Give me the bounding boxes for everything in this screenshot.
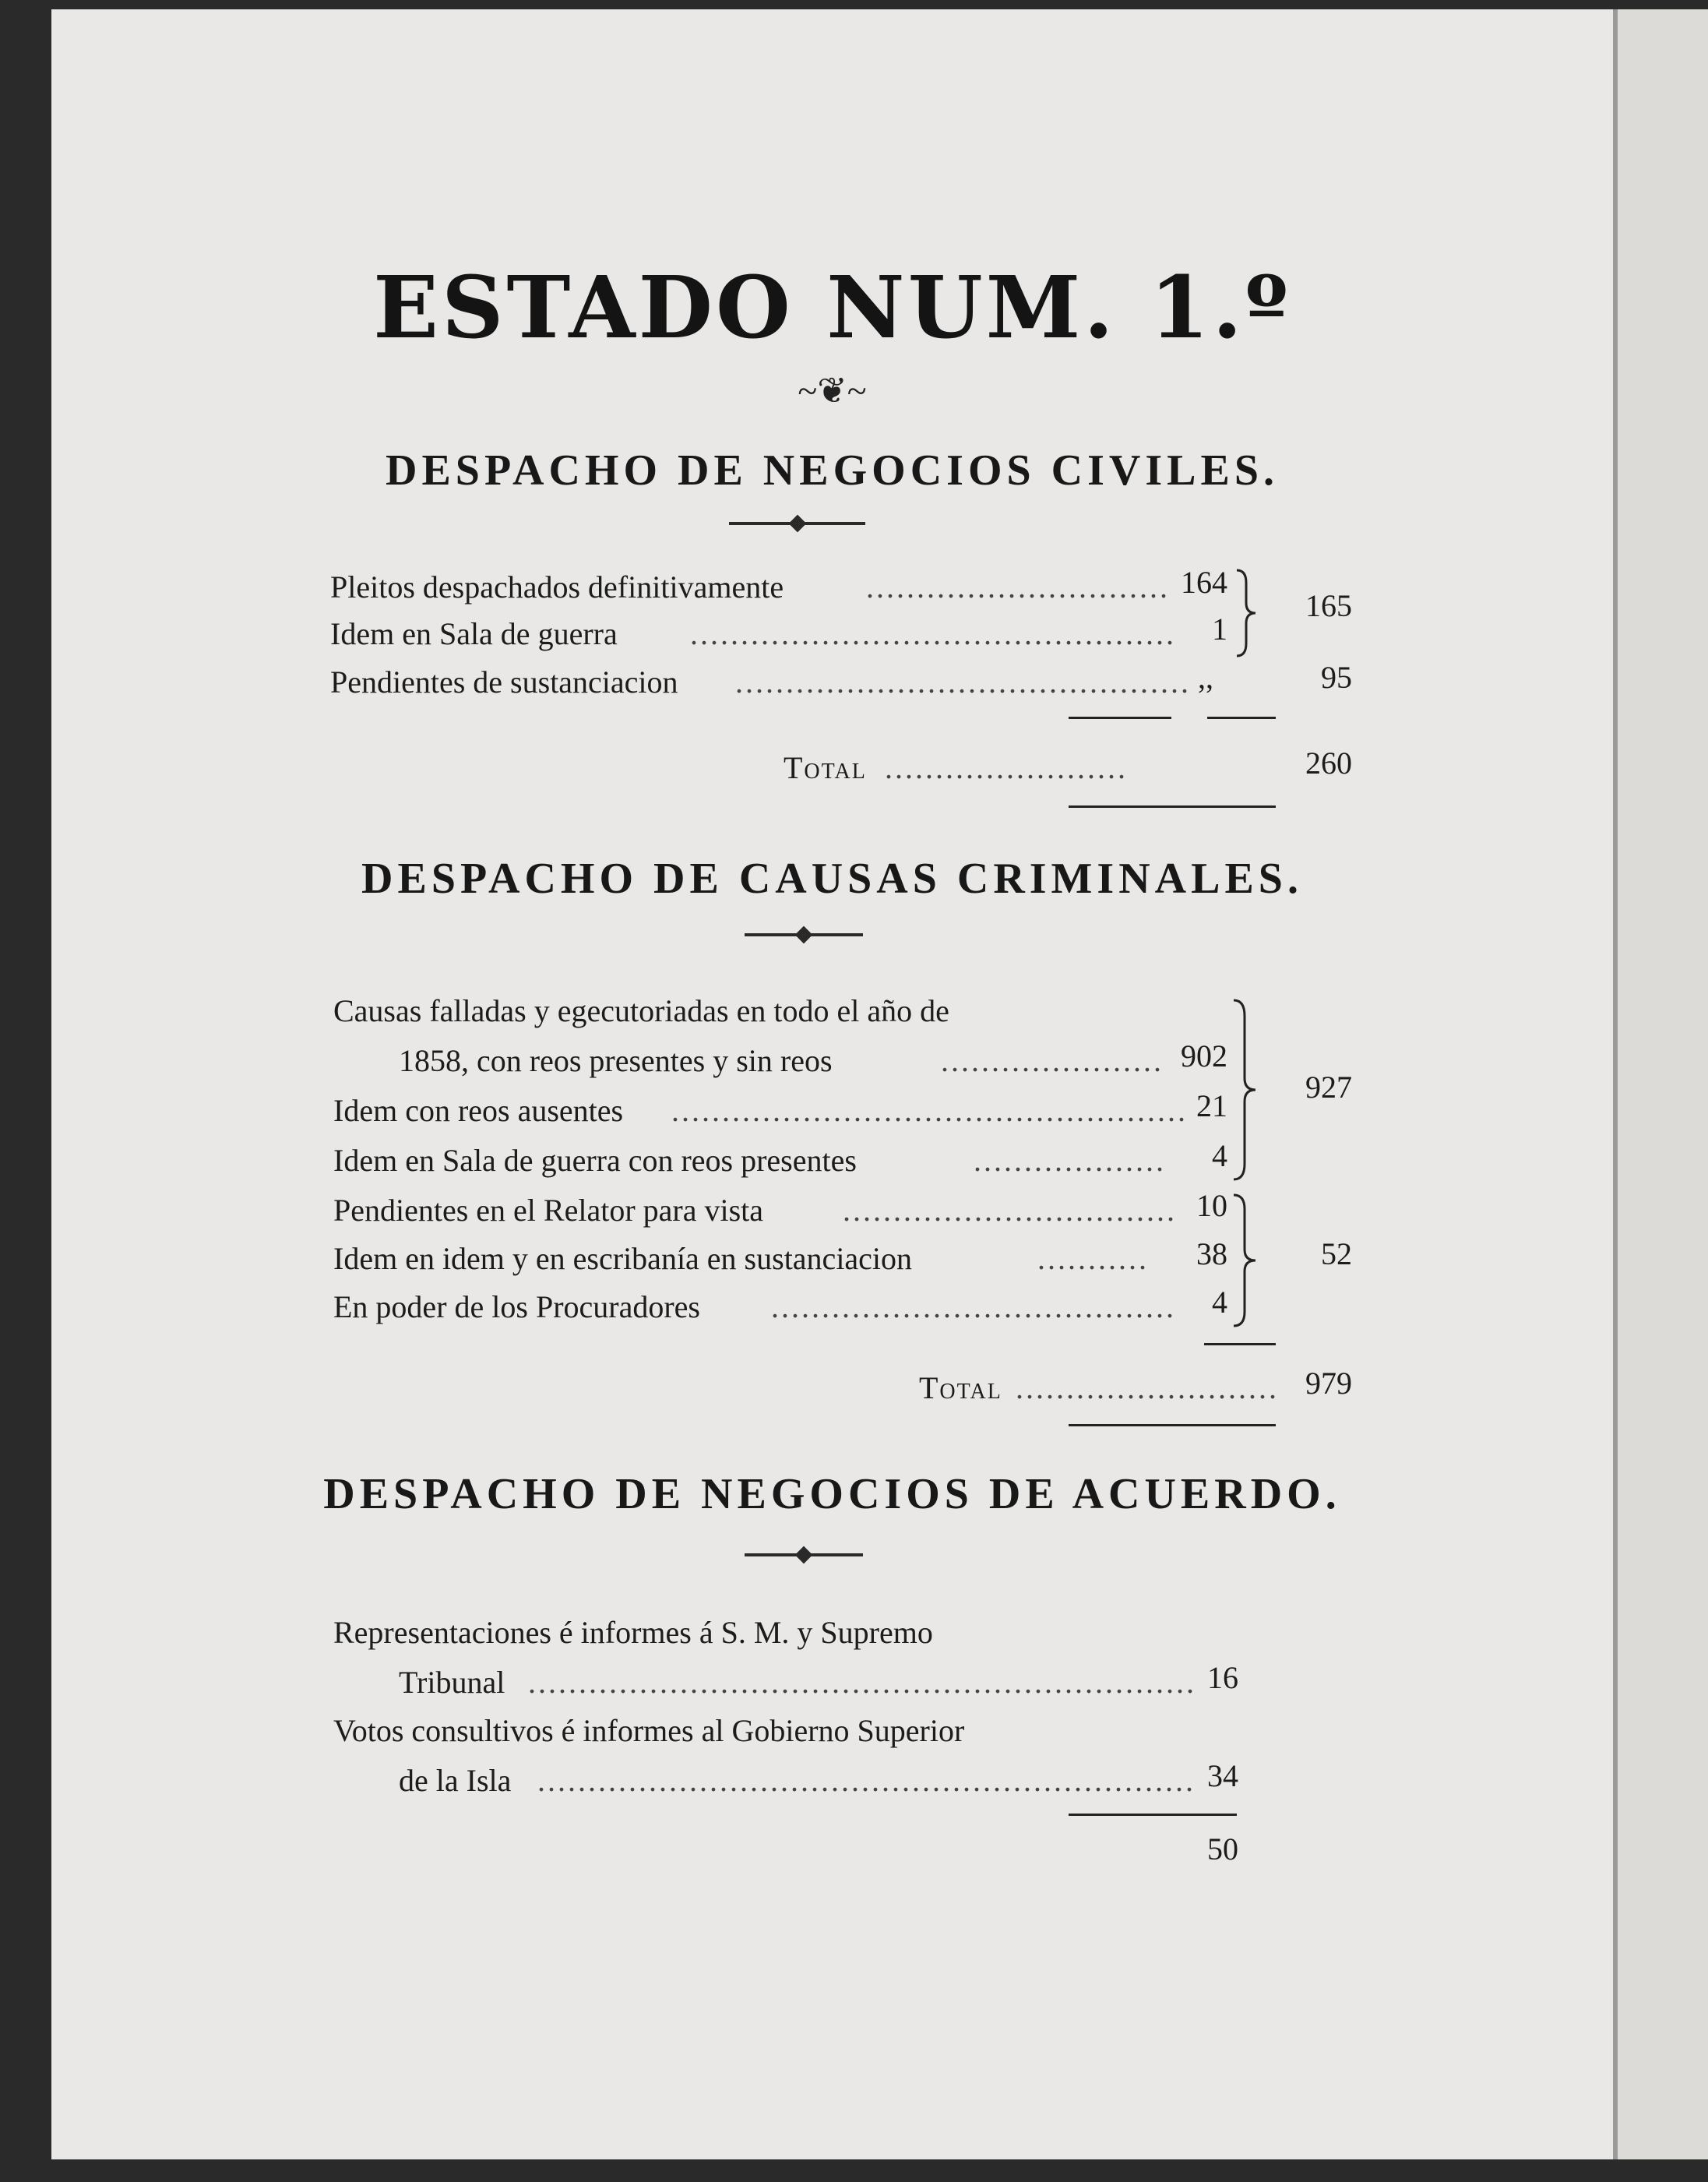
leader-dots: ............................................. [735, 664, 1191, 700]
row-label: Pleitos despachados definitivamente [330, 569, 784, 605]
row-label: Votos consultivos é informes al Gobierno Superior [333, 1713, 965, 1748]
sum-rule [1069, 717, 1171, 719]
row-label: Pendientes en el Relator para vista [333, 1193, 764, 1228]
civiles-pending-total: 95 [1321, 660, 1352, 695]
row-label: Idem con reos ausentes [333, 1093, 624, 1128]
row-label: 1858, con reos presentes y sin reos [399, 1043, 833, 1078]
total-label: Total [919, 1370, 1002, 1405]
sum-rule [1204, 1343, 1276, 1345]
title-flourish: ~❦~ [798, 371, 867, 411]
civiles-brace [1232, 567, 1260, 659]
sum-rule [1069, 1814, 1237, 1816]
acuerdo-total-value: 50 [1207, 1831, 1238, 1867]
criminales-brace-1 [1229, 997, 1260, 1183]
row-value: 4 [1212, 1138, 1227, 1173]
criminales-group2-total: 52 [1321, 1236, 1352, 1271]
total-rule [1069, 805, 1276, 808]
row-value: ,, [1198, 660, 1213, 695]
leader-dots: .................................................................. [528, 1665, 1196, 1700]
civiles-group-total: 165 [1305, 588, 1352, 623]
row-value: 164 [1181, 565, 1227, 600]
row-value: 902 [1181, 1038, 1227, 1073]
row-value: 10 [1196, 1188, 1227, 1223]
leader-dots: ........................ [885, 750, 1128, 785]
page-title: ESTADO NUM. 1.º [373, 257, 1291, 358]
acuerdo-ornament [745, 1553, 863, 1556]
leader-dots: .......................... [1016, 1370, 1279, 1405]
scan-border [0, 2159, 1708, 2182]
row-label: Tribunal [399, 1665, 505, 1700]
criminales-total-value: 979 [1305, 1366, 1352, 1401]
row-value: 1 [1212, 612, 1227, 647]
row-label: Idem en Sala de guerra con reos presentes [333, 1143, 857, 1178]
leader-dots: ................................. [843, 1193, 1177, 1228]
row-label: En poder de los Procuradores [333, 1289, 700, 1324]
leader-dots: ........... [1037, 1241, 1149, 1276]
row-value: 38 [1196, 1236, 1227, 1271]
document-page [51, 9, 1613, 2159]
row-label: Pendientes de sustanciacion [330, 664, 678, 700]
leader-dots: ................... [974, 1143, 1166, 1178]
leader-dots: ................................................................. [537, 1763, 1196, 1798]
total-rule [1069, 1424, 1276, 1426]
civiles-ornament [729, 522, 865, 525]
acuerdo-heading: DESPACHO DE NEGOCIOS DE ACUERDO. [323, 1470, 1341, 1518]
criminales-heading: DESPACHO DE CAUSAS CRIMINALES. [361, 855, 1303, 903]
criminales-ornament [745, 933, 863, 936]
row-label: Idem en idem y en escribanía en sustanciacion [333, 1241, 913, 1276]
sum-rule [1207, 717, 1276, 719]
leader-dots: .............................. [866, 569, 1170, 605]
row-value: 34 [1207, 1758, 1238, 1793]
leader-dots: ...................... [941, 1043, 1164, 1078]
row-label: Idem en Sala de guerra [330, 616, 618, 651]
row-value: 21 [1196, 1088, 1227, 1123]
row-label: de la Isla [399, 1763, 512, 1798]
row-value: 4 [1212, 1285, 1227, 1320]
page-edge [1613, 9, 1708, 2159]
civiles-total-value: 260 [1305, 746, 1352, 781]
leader-dots: ........................................ [771, 1289, 1176, 1324]
civiles-heading: DESPACHO DE NEGOCIOS CIVILES. [386, 446, 1279, 495]
leader-dots: ................................................... [671, 1093, 1188, 1128]
criminales-group1-total: 927 [1305, 1070, 1352, 1105]
leader-dots: ................................................ [690, 616, 1176, 651]
criminales-brace-2 [1229, 1192, 1260, 1329]
row-label: Representaciones é informes á S. M. y Supremo [333, 1615, 933, 1650]
total-label: Total [784, 750, 867, 785]
row-value: 16 [1207, 1660, 1238, 1695]
row-label: Causas falladas y egecutoriadas en todo el año de [333, 993, 949, 1028]
